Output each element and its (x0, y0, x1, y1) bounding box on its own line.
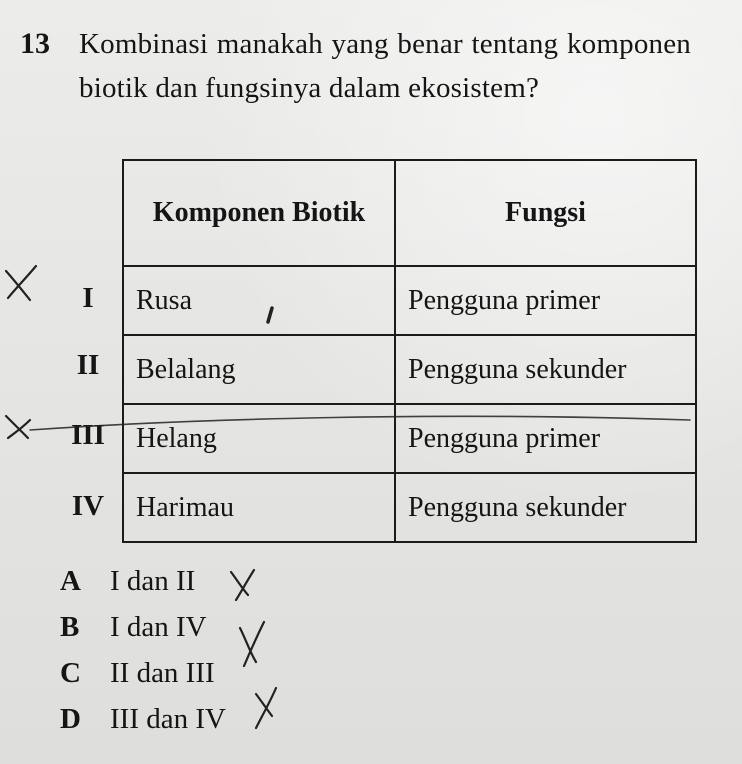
question-text: Kombinasi manakah yang benar tentang komponen biotik dan fungsinya dalam ekosistem? (79, 28, 691, 104)
option-letter: A (60, 564, 81, 597)
cross-mark-icon (244, 622, 264, 666)
option-letter: C (60, 656, 81, 689)
header-komponen-biotik: Komponen Biotik (123, 160, 395, 266)
cross-mark-icon (6, 271, 30, 300)
option-text: II dan III (110, 656, 215, 689)
table-row (123, 266, 696, 335)
row-numeral-2: II (76, 349, 100, 381)
option-d[interactable] (60, 696, 226, 742)
option-letter: B (60, 610, 80, 643)
cross-mark-icon (240, 628, 256, 662)
row-numeral-4: IV (71, 490, 105, 522)
cross-mark-icon (8, 420, 30, 438)
table-cell-function: Pengguna sekunder (395, 335, 696, 404)
table-cell-function: Pengguna sekunder (395, 473, 696, 542)
option-text: I dan II (110, 564, 196, 597)
table-row (123, 404, 696, 473)
answer-options (60, 558, 226, 742)
header-fungsi: Fungsi (395, 160, 696, 266)
row-numeral-1: I (82, 282, 94, 314)
cross-mark-icon (256, 688, 276, 728)
option-text: I dan IV (110, 610, 207, 643)
table-cell-component: Rusa (123, 266, 395, 335)
table-cell-component: Belalang (123, 335, 395, 404)
option-letter: D (60, 702, 81, 735)
option-b[interactable] (60, 604, 226, 650)
row-numeral-3: III (71, 419, 105, 451)
option-a[interactable] (60, 558, 226, 604)
table-cell-component: Helang (123, 404, 395, 473)
biotic-component-table (122, 159, 695, 543)
table-cell-function: Pengguna primer (395, 404, 696, 473)
table-row (123, 335, 696, 404)
cross-mark-icon (6, 416, 28, 438)
question-number: 13 (20, 27, 50, 60)
table-cell-component: Harimau (123, 473, 395, 542)
table-row (123, 473, 696, 542)
cross-mark-icon (8, 266, 36, 298)
cross-mark-icon (236, 570, 254, 600)
option-text: III dan IV (110, 702, 226, 735)
cross-mark-icon (231, 572, 248, 595)
cross-mark-icon (256, 694, 272, 716)
option-c[interactable] (60, 650, 226, 696)
table-cell-function: Pengguna primer (395, 266, 696, 335)
